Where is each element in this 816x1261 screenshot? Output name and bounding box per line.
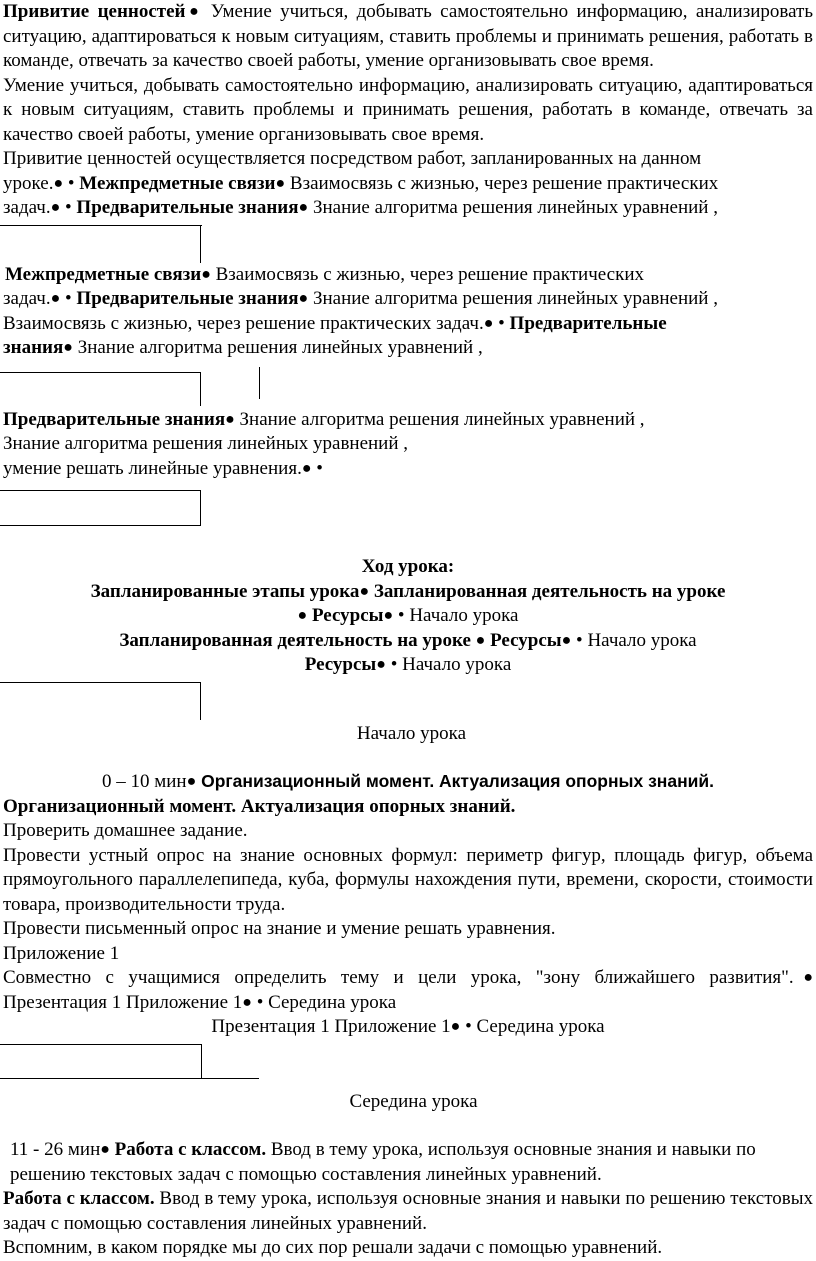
table-border [0, 1078, 259, 1079]
prior-title: Предварительные [509, 312, 667, 334]
table-border [0, 682, 200, 683]
bullet-icon: ● [793, 969, 813, 986]
prior-text: Знание алгоритма решения линейных уравнений , [308, 197, 718, 218]
bullet-icon: ● [561, 631, 572, 649]
start-label: Начало урока [397, 654, 512, 675]
columns-line-4 [0, 653, 816, 678]
bullet-icon: ● [275, 174, 286, 192]
segment-1-title: Организационный момент. Актуализация опорных знаний. [3, 795, 516, 817]
intersubject-title: Межпредметные связи [5, 263, 202, 285]
skill-line [0, 457, 816, 482]
intersubject-text: Взаимосвязь с жизнью, через решение практических задач. [3, 312, 484, 334]
bullet-small-icon: • [316, 457, 323, 479]
intersubject-title: Межпредметные связи [79, 172, 276, 194]
lesson-heading: Ход урока: [361, 556, 455, 577]
bullet-small-icon: • [576, 629, 583, 651]
table-border [201, 1044, 202, 1078]
bullet-icon: ● [225, 410, 235, 428]
start-label: Начало урока [404, 605, 519, 626]
bullet-icon: ● [242, 993, 252, 1011]
start-heading: Начало урока [356, 722, 467, 744]
bullet-small-icon: • [67, 172, 75, 194]
bullet-small-icon: • [65, 197, 72, 218]
table-border [0, 225, 202, 226]
table-border [200, 682, 201, 720]
prior-text: Знание алгоритма решения линейных уравнений , [72, 337, 483, 358]
joint-text: Совместно с учащимися определить тему и цели урока, "зону ближайшего развития". [3, 967, 794, 988]
values-line-3 [0, 196, 816, 221]
bullet-icon: ● [450, 1018, 461, 1035]
values-repeat-paragraph: Умение учиться, добывать самостоятельно информацию, анализировать ситуацию, адаптироваться к новым ситуациям, ставить проблемы и принимать решения, работать в команде, отвечать за качество своей работы, умение организовывать свое время. [3, 74, 813, 145]
resources-title: Ресурсы [490, 629, 562, 651]
skill-text: умение решать линейные уравнения. [3, 457, 302, 479]
text-tasks: задач. [3, 197, 51, 218]
middle-heading: Середина урока [349, 1090, 478, 1112]
values-text: Умение учиться, добывать самостоятельно информацию, анализировать ситуацию, адаптироваться к новым ситуациям, ставить проблемы и принимать решения, работать в команде, отвечать за качество своей работы, умение организовывать свое время. [3, 1, 814, 71]
table-cell-fragment [0, 1040, 816, 1090]
prior-knowledge-text: Знание алгоритма решения линейных уравнений , [3, 433, 409, 454]
segment-1-resources [0, 1015, 816, 1040]
bullet-icon: ● [297, 607, 308, 624]
text-tasks: задач. [3, 288, 51, 309]
values-paragraph [0, 0, 816, 74]
segment-1-line: Провести устный опрос на знание основных формул: периметр фигур, площадь фигур, объема прямоугольного параллелепипеда, куба, формулы нахождения пути, времени, скорости, стоимости товара, производительности труда. [3, 844, 813, 915]
bullet-icon: ● [301, 459, 312, 477]
bullet-icon: ● [298, 290, 309, 307]
bullet-icon: ● [53, 174, 64, 192]
segment-1-line: Приложение 1 [3, 942, 120, 964]
middle-label: Середина урока [471, 1016, 605, 1037]
bullet-icon: ● [475, 631, 486, 649]
bullet-icon: ● [376, 656, 386, 673]
prior-title: Предварительные знания [76, 288, 299, 309]
segment-text: Ввод в тему урока, используя основные знания и навыки по решению текстовых задач с помощью составления линейных уравнений. [10, 1139, 756, 1185]
bullet-small-icon: • [256, 991, 264, 1013]
table-border [200, 372, 201, 406]
bullet-icon: ● [359, 582, 370, 600]
prior-text: Знание алгоритма решения линейных уравнений , [308, 288, 718, 309]
bullet-icon: ● [383, 607, 394, 624]
prior-line [0, 336, 816, 361]
table-border [0, 1044, 202, 1045]
text-lesson: уроке. [3, 172, 54, 194]
intersubject-text: Взаимосвязь с жизнью, через решение практических [285, 172, 719, 194]
table-cell-fragment [0, 361, 816, 408]
segment-title: Работа с классом. [3, 1188, 155, 1209]
segment-1-joint [0, 966, 816, 1015]
prior-title: Предварительные знания [76, 197, 299, 218]
resources-title: Ресурсы [304, 654, 377, 675]
prior-title: Предварительные знания [3, 408, 226, 430]
resources-title: Ресурсы [311, 605, 384, 626]
segment-1-line: Проверить домашнее задание. [3, 820, 248, 841]
tasks-line [0, 287, 816, 312]
segment-time: 0 – 10 мин [101, 771, 187, 792]
segment-1-heading [0, 769, 816, 795]
intersubject-line [0, 263, 816, 288]
columns-line-1 [0, 580, 816, 605]
activity-title: Запланированная деятельность на уроке [373, 580, 726, 602]
segment-title: Организационный момент. Актуализация опорных знаний. [196, 771, 715, 791]
prior-text: Знание алгоритма решения линейных уравнений , [234, 408, 645, 430]
values-line-2 [0, 172, 816, 197]
activity-title: Запланированная деятельность на уроке [119, 629, 471, 651]
table-cell-fragment [0, 678, 816, 722]
segment-time: 11 - 26 мин [10, 1139, 101, 1160]
values-line-1: Привитие ценностей осуществляется посредством работ, запланированных на данном [3, 148, 702, 169]
table-border [0, 372, 200, 373]
bullet-icon: ● [50, 290, 61, 307]
segment-2-paragraph [0, 1187, 816, 1236]
table-border [0, 525, 200, 526]
bullet-small-icon: • [65, 288, 72, 309]
bullet-icon: ● [298, 199, 309, 216]
table-cell-fragment [0, 221, 816, 263]
intersubject-tasks-line [0, 312, 816, 337]
segment-text: Ввод в тему урока, используя основные знания и навыки по решению текстовых задач с помощью составления линейных уравнений. [3, 1188, 813, 1234]
bullet-small-icon: • [397, 605, 405, 626]
columns-line-3 [0, 629, 816, 654]
bullet-small-icon: • [498, 312, 505, 334]
bullet-icon: ● [483, 314, 494, 332]
table-border [200, 490, 201, 526]
segment-title: Работа с классом. [109, 1139, 267, 1160]
bullet-small-icon: • [465, 1016, 472, 1037]
bullet-icon: ● [186, 773, 197, 790]
resources-text: Презентация 1 Приложение 1 [211, 1016, 451, 1037]
table-cell-fragment [0, 481, 816, 541]
prior-title: знания [3, 337, 64, 358]
table-border [200, 225, 201, 263]
bullet-small-icon: • [390, 654, 398, 675]
segment-2-heading [0, 1138, 816, 1187]
table-border [0, 490, 200, 491]
columns-line-2 [0, 604, 816, 629]
intersubject-text: Взаимосвязь с жизнью, через решение практических [210, 263, 644, 285]
segment-2-last: Вспомним, в каком порядке мы до сих пор решали задачи с помощью уравнений. [3, 1237, 663, 1258]
values-title: Привитие ценностей [3, 1, 186, 22]
start-label: Начало урока [582, 629, 697, 651]
bullet-icon: ● [63, 339, 73, 356]
middle-label: Середина урока [263, 991, 397, 1013]
segment-1-line: Провести письменный опрос на знание и умение решать уравнения. [3, 918, 556, 939]
prior-knowledge-line [0, 408, 816, 433]
table-border [259, 367, 260, 399]
bullet-icon: ● [185, 3, 203, 20]
resources-text: Презентация 1 Приложение 1 [3, 991, 243, 1013]
bullet-icon: ● [100, 1141, 110, 1158]
stages-title: Запланированные этапы урока [90, 580, 360, 602]
bullet-icon: ● [50, 199, 61, 216]
bullet-icon: ● [201, 265, 211, 283]
